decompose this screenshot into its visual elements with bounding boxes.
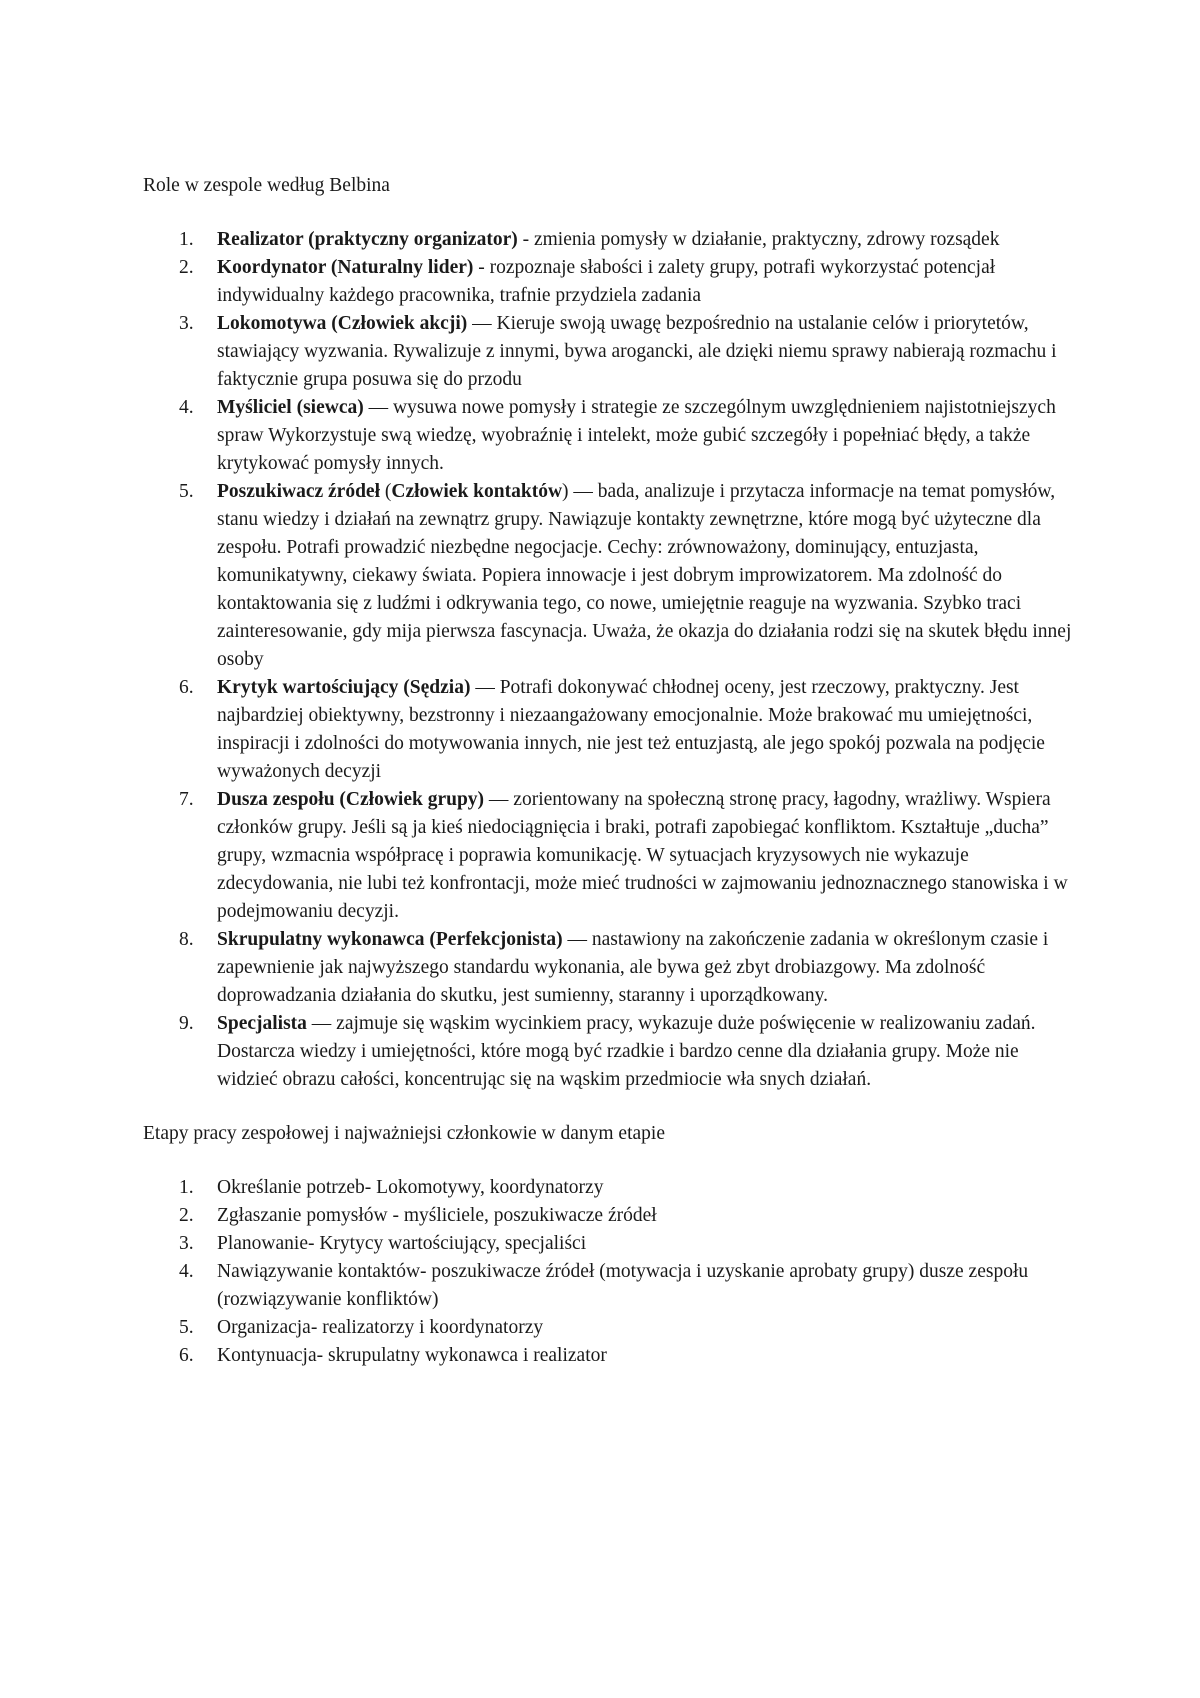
role-term: Specjalista	[217, 1013, 307, 1034]
list-item	[143, 478, 1073, 674]
list-item	[143, 926, 1073, 1010]
section-heading-team-stages: Etapy pracy zespołowej i najważniejsi członkowie w danym etapie	[143, 1123, 665, 1144]
role-description: — nastawiony na zakończenie zadania w określonym czasie i zapewnienie jak najwyższego standardu wykonania, ale bywa geż zbyt drobiazgowy. Ma zdolność doprowadzania działania do skutku, jest sumienny, staranny i uporządkowany.	[217, 929, 1049, 1006]
list-number: 7.	[179, 789, 194, 810]
list-item	[143, 1174, 1073, 1202]
list-item	[143, 254, 1073, 310]
team-stages-list	[143, 1174, 1073, 1370]
list-item	[143, 1342, 1073, 1370]
role-term: Skrupulatny wykonawca (Perfekcjonista)	[217, 929, 563, 950]
list-number: 3.	[179, 1233, 194, 1254]
list-number: 5.	[179, 1317, 194, 1338]
role-separator: (	[380, 481, 392, 502]
stage-text: Organizacja- realizatorzy i koordynatorzy	[217, 1317, 544, 1338]
list-number: 6.	[179, 677, 194, 698]
role-term-alt: Człowiek kontaktów	[391, 481, 563, 502]
list-number: 6.	[179, 1345, 194, 1366]
stage-text: Kontynuacja- skrupulatny wykonawca i realizator	[217, 1345, 607, 1366]
list-item	[143, 226, 1073, 254]
list-item	[143, 786, 1073, 926]
role-description: ) — bada, analizuje i przytacza informacje na temat pomysłów, stanu wiedzy i działań na zewnątrz grupy. Nawiązuje kontakty zewnętrzne, które mogą być użyteczne dla zespołu. Potrafi prowadzić niezbędne negocjacje. Cechy: zrównoważony, dominujący, entuzjasta, komunikatywny, ciekawy świata. Popiera innowacje i jest dobrym improwizatorem. Ma zdolność do kontaktowania się z ludźmi i odkrywania tego, co nowe, umiejętnie reaguje na wyzwania. Szybko traci zainteresowanie, gdy mija pierwsza fascynacja. Uważa, że okazja do działania rodzi się na skutek błędu innej osoby	[217, 481, 1072, 670]
list-item	[143, 1258, 1073, 1314]
list-number: 4.	[179, 397, 194, 418]
role-term: Krytyk wartościujący (Sędzia)	[217, 677, 471, 698]
role-term: Koordynator (Naturalny lider)	[217, 257, 474, 278]
list-number: 8.	[179, 929, 194, 950]
role-description: - rozpoznaje słabości i zalety grupy, potrafi wykorzystać potencjał indywidualny każdego pracownika, trafnie przydziela zadania	[217, 257, 996, 306]
role-term: Poszukiwacz źródeł	[217, 481, 381, 502]
list-item	[143, 1314, 1073, 1342]
role-description: — zorientowany na społeczną stronę pracy, łagodny, wrażliwy. Wspiera członków grupy. Jeśli są ja kieś niedociągnięcia i braki, potrafi zapobiegać konfliktom. Kształtuje „ducha” grupy, wzmacnia współpracę i poprawia komunikację. W sytuacjach kryzysowych nie wykazuje zdecydowania, nie lubi też konfrontacji, może mieć trudności w zajmowaniu jednoznacznego stanowiska i w podejmowaniu decyzji.	[217, 789, 1068, 922]
list-number: 1.	[179, 229, 194, 250]
list-item	[143, 1230, 1073, 1258]
section-heading-belbin-roles: Role w zespole według Belbina	[143, 175, 390, 196]
list-number: 3.	[179, 313, 194, 334]
document-content	[143, 172, 1073, 1370]
role-term: Lokomotywa (Człowiek akcji)	[217, 313, 468, 334]
stage-text: Zgłaszanie pomysłów - myśliciele, poszukiwacze źródeł	[217, 1205, 657, 1226]
list-item	[143, 1202, 1073, 1230]
list-item	[143, 310, 1073, 394]
role-description: - zmienia pomysły w działanie, praktyczny, zdrowy rozsądek	[517, 229, 1000, 250]
list-number: 9.	[179, 1013, 194, 1034]
stage-text: Nawiązywanie kontaktów- poszukiwacze źródeł (motywacja i uzyskanie aprobaty grupy) dusze zespołu (rozwiązywanie konfliktów)	[217, 1261, 1029, 1310]
list-number: 2.	[179, 257, 194, 278]
list-item	[143, 394, 1073, 478]
role-term: Realizator (praktyczny organizator)	[217, 229, 518, 250]
list-number: 5.	[179, 481, 194, 502]
role-description: — Kieruje swoją uwagę bezpośrednio na ustalanie celów i priorytetów, stawiający wyzwania. Rywalizuje z innymi, bywa arogancki, ale dzięki niemu sprawy nabierają rozmachu i faktycznie grupa posuwa się do przodu	[217, 313, 1057, 390]
list-item	[143, 674, 1073, 786]
belbin-roles-list	[143, 226, 1073, 1094]
role-term: Dusza zespołu (Człowiek grupy)	[217, 789, 485, 810]
stage-text: Określanie potrzeb- Lokomotywy, koordynatorzy	[217, 1177, 604, 1198]
role-term: Myśliciel (siewca)	[217, 397, 364, 418]
list-number: 1.	[179, 1177, 194, 1198]
list-number: 2.	[179, 1205, 194, 1226]
list-item	[143, 1010, 1073, 1094]
role-description: — zajmuje się wąskim wycinkiem pracy, wykazuje duże poświęcenie w realizowaniu zadań. Dostarcza wiedzy i umiejętności, które mogą być rzadkie i bardzo cenne dla działania grupy. Może nie widzieć obrazu całości, koncentrując się na wąskim przedmiocie wła snych działań.	[217, 1013, 1036, 1090]
stage-text: Planowanie- Krytycy wartościujący, specjaliści	[217, 1233, 587, 1254]
list-number: 4.	[179, 1261, 194, 1282]
role-description: — Potrafi dokonywać chłodnej oceny, jest rzeczowy, praktyczny. Jest najbardziej obiektywny, bezstronny i niezaangażowany emocjonalnie. Może brakować mu umiejętności, inspiracji i zdolności do motywowania innych, nie jest też entuzjastą, ale jego spokój pozwala na podjęcie wyważonych decyzji	[217, 677, 1045, 782]
role-description: — wysuwa nowe pomysły i strategie ze szczególnym uwzględnieniem najistotniejszych spraw Wykorzystuje swą wiedzę, wyobraźnię i intelekt, może gubić szczegóły i popełniać błędy, a także krytykować pomysły innych.	[217, 397, 1056, 474]
